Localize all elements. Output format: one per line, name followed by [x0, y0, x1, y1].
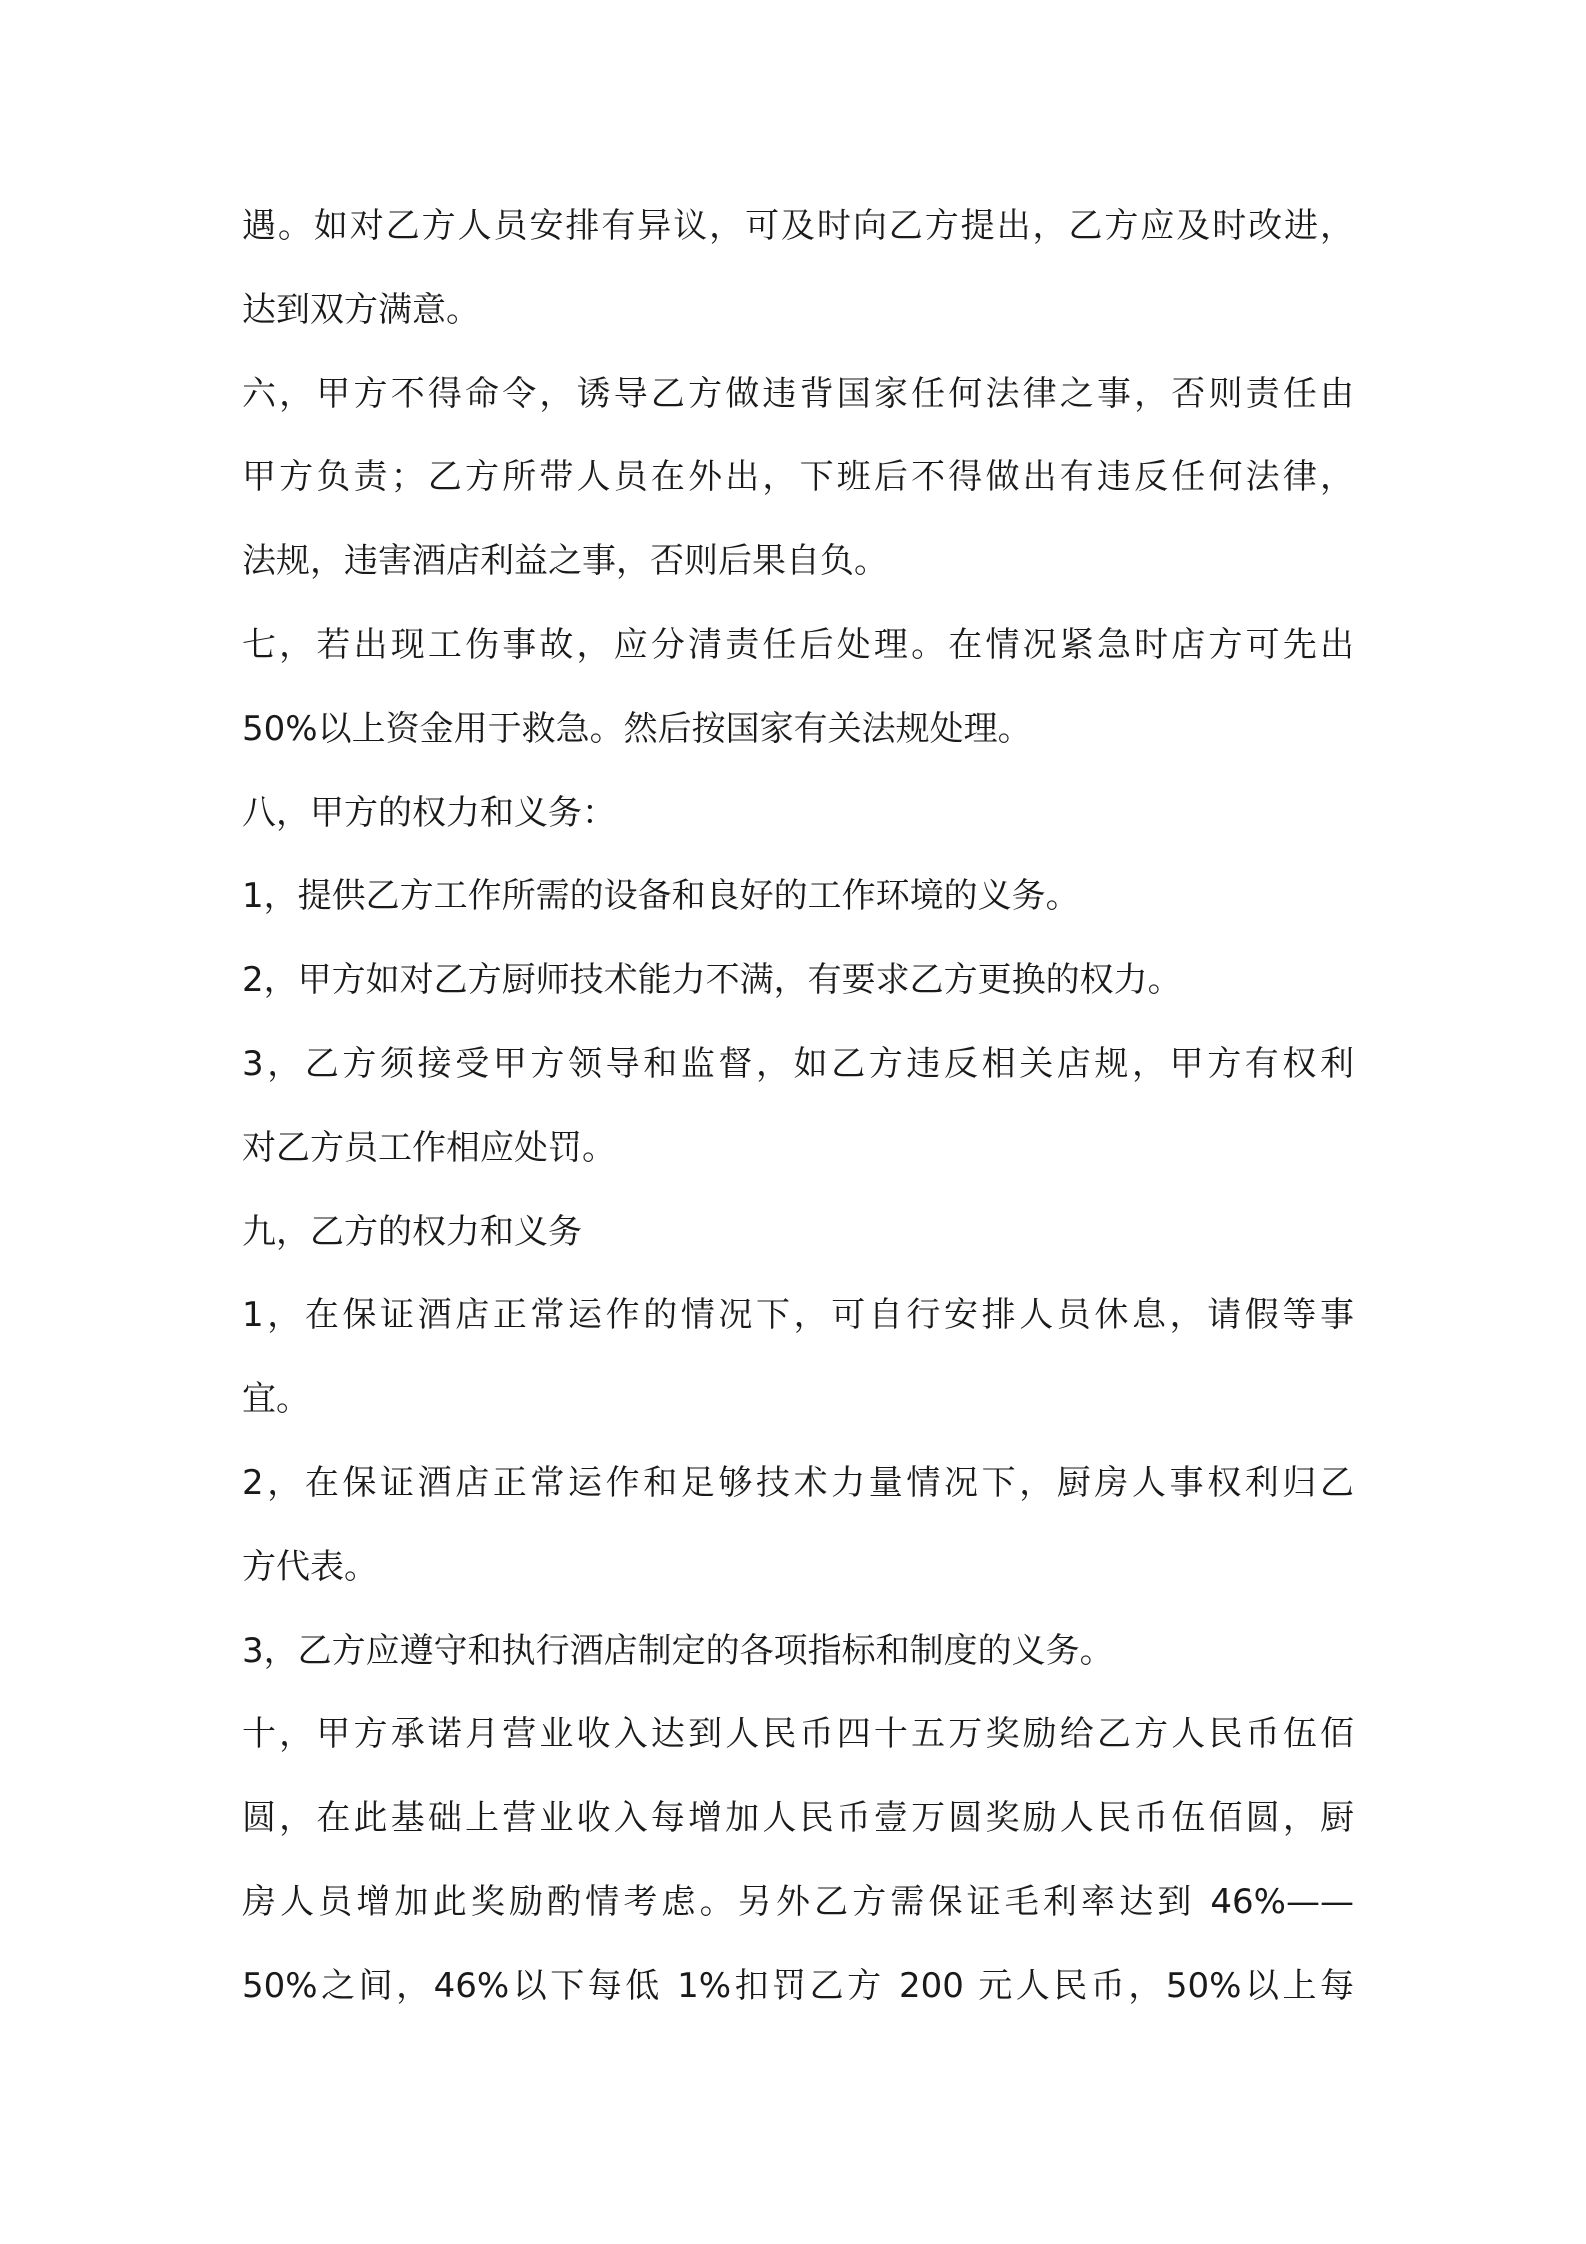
document-body [242, 185, 1354, 2029]
list-item: 3，乙方应遵守和执行酒店制定的各项指标和制度的义务。 [242, 1630, 1114, 1671]
paragraph-line: 方代表。 [242, 1546, 378, 1587]
paragraph-line: 房人员增加此奖励酌情考虑。另外乙方需保证毛利率达到 46%—— [242, 1881, 1354, 1922]
list-item: 1，提供乙方工作所需的设备和良好的工作环境的义务。 [242, 876, 1080, 917]
clause-six-line: 六，甲方不得命令，诱导乙方做违背国家任何法律之事，否则责任由 [242, 373, 1354, 414]
paragraph-line: 50%之间，46%以下每低 1%扣罚乙方 200 元人民币，50%以上每 [242, 1965, 1354, 2006]
paragraph-line: 对乙方员工作相应处罚。 [242, 1127, 616, 1168]
list-item: 2，在保证酒店正常运作和足够技术力量情况下，厨房人事权利归乙 [242, 1462, 1354, 1503]
clause-seven-line: 七，若出现工伤事故，应分清责任后处理。在情况紧急时店方可先出 [242, 624, 1354, 665]
paragraph-line: 圆，在此基础上营业收入每增加人民币壹万圆奖励人民币伍佰圆，厨 [242, 1798, 1354, 1839]
list-item: 2，甲方如对乙方厨师技术能力不满，有要求乙方更换的权力。 [242, 960, 1182, 1001]
paragraph-line: 50%以上资金用于救急。然后按国家有关法规处理。 [242, 708, 1032, 749]
clause-nine-heading: 九，乙方的权力和义务 [242, 1211, 582, 1252]
paragraph-line: 法规，违害酒店利益之事，否则后果自负。 [242, 541, 888, 582]
list-item: 1，在保证酒店正常运作的情况下，可自行安排人员休息，请假等事 [242, 1295, 1354, 1336]
paragraph-line: 遇。如对乙方人员安排有异议，可及时向乙方提出，乙方应及时改进， [242, 206, 1354, 246]
clause-ten-line: 十，甲方承诺月营业收入达到人民币四十五万奖励给乙方人民币伍佰 [242, 1714, 1354, 1755]
clause-eight-heading: 八，甲方的权力和义务： [242, 792, 616, 833]
paragraph-line: 甲方负责；乙方所带人员在外出，下班后不得做出有违反任何法律， [242, 457, 1354, 498]
paragraph-line: 宜。 [242, 1379, 310, 1420]
list-item: 3，乙方须接受甲方领导和监督，如乙方违反相关店规，甲方有权利 [242, 1043, 1354, 1084]
paragraph-line: 达到双方满意。 [242, 289, 480, 330]
